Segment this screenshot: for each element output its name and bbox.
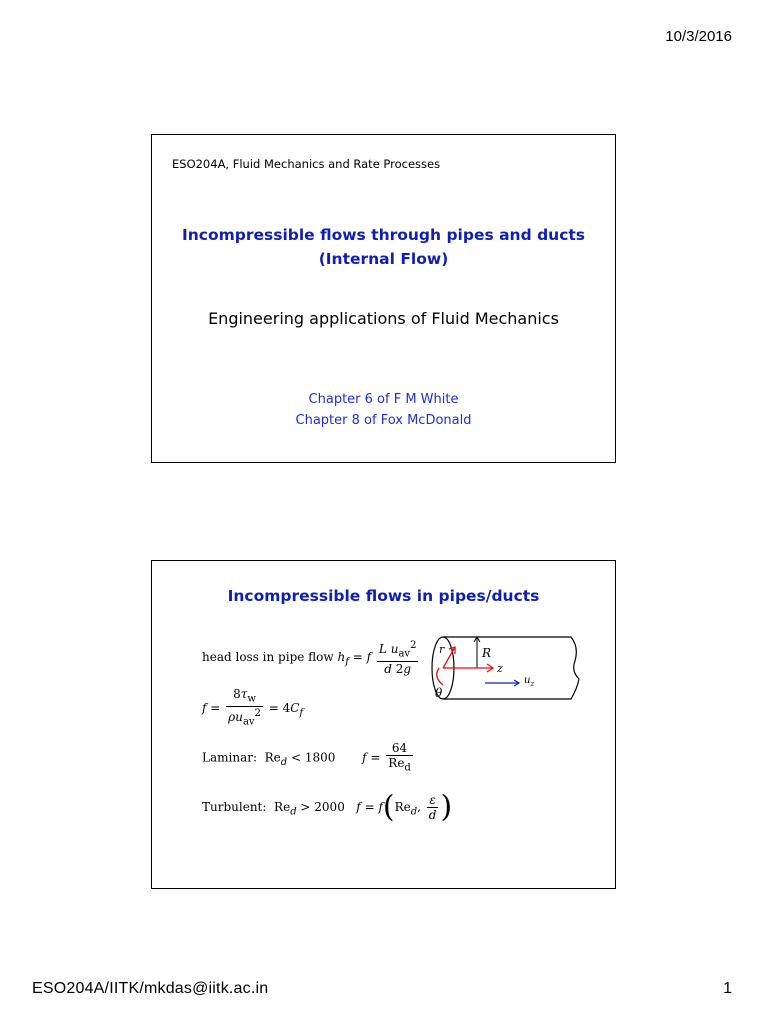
label-R: R	[482, 646, 492, 660]
slide-2	[151, 560, 616, 889]
slide-1-title	[152, 223, 615, 271]
label-z: z	[497, 662, 503, 675]
chapter-fox: Chapter 8 of Fox McDonald	[295, 413, 472, 428]
turbulent-equation: Turbulent: $Re_d > 2000$ $f = f(Re_d$, $\frac{\varepsilon}{d}$ )	[202, 789, 453, 825]
label-r: r	[439, 643, 445, 656]
label-theta: θ	[435, 686, 443, 700]
laminar-condition: < 1800	[291, 750, 336, 765]
slide-1	[151, 134, 616, 463]
page-date: 10/3/2016	[665, 28, 732, 45]
slide-1-subtitle: Engineering applications of Fluid Mechanics	[208, 309, 559, 328]
laminar-numerator: 64	[386, 741, 413, 756]
slide-2-title: Incompressible flows in pipes/ducts	[227, 587, 540, 605]
turbulent-label: Turbulent:	[202, 800, 267, 814]
friction-factor-equation: f = $\frac{8\tau_w}{\rho u_{av}^2}$ = $4C_f$	[202, 687, 304, 728]
footer-author: ESO204A/IITK/mkdas@iitk.ac.in	[32, 980, 269, 997]
headloss-equation: head loss in pipe flow $h_f = f$ $\frac{L u_{av}^2}{d 2g}$	[202, 640, 417, 677]
course-title: ESO204A, Fluid Mechanics and Rate Processes	[172, 157, 441, 171]
turbulent-condition: > 2000	[300, 800, 345, 814]
page-number: 1	[723, 980, 732, 997]
chapter-white: Chapter 6 of F M White	[308, 392, 459, 407]
theta-arc	[437, 668, 443, 685]
laminar-equation: Laminar: $Re_d < 1800$ f = $\frac{64}{Re_d}$	[202, 741, 411, 774]
laminar-label: Laminar:	[202, 750, 258, 765]
title-line-1: Incompressible flows through pipes and ducts	[181, 226, 586, 244]
title-line-2: (Internal Flow)	[318, 250, 449, 268]
label-uz: $u_z$	[524, 675, 535, 688]
pipe-diagram	[427, 627, 587, 709]
headloss-label: head loss in pipe flow	[202, 650, 334, 665]
chapter-references	[152, 389, 615, 431]
